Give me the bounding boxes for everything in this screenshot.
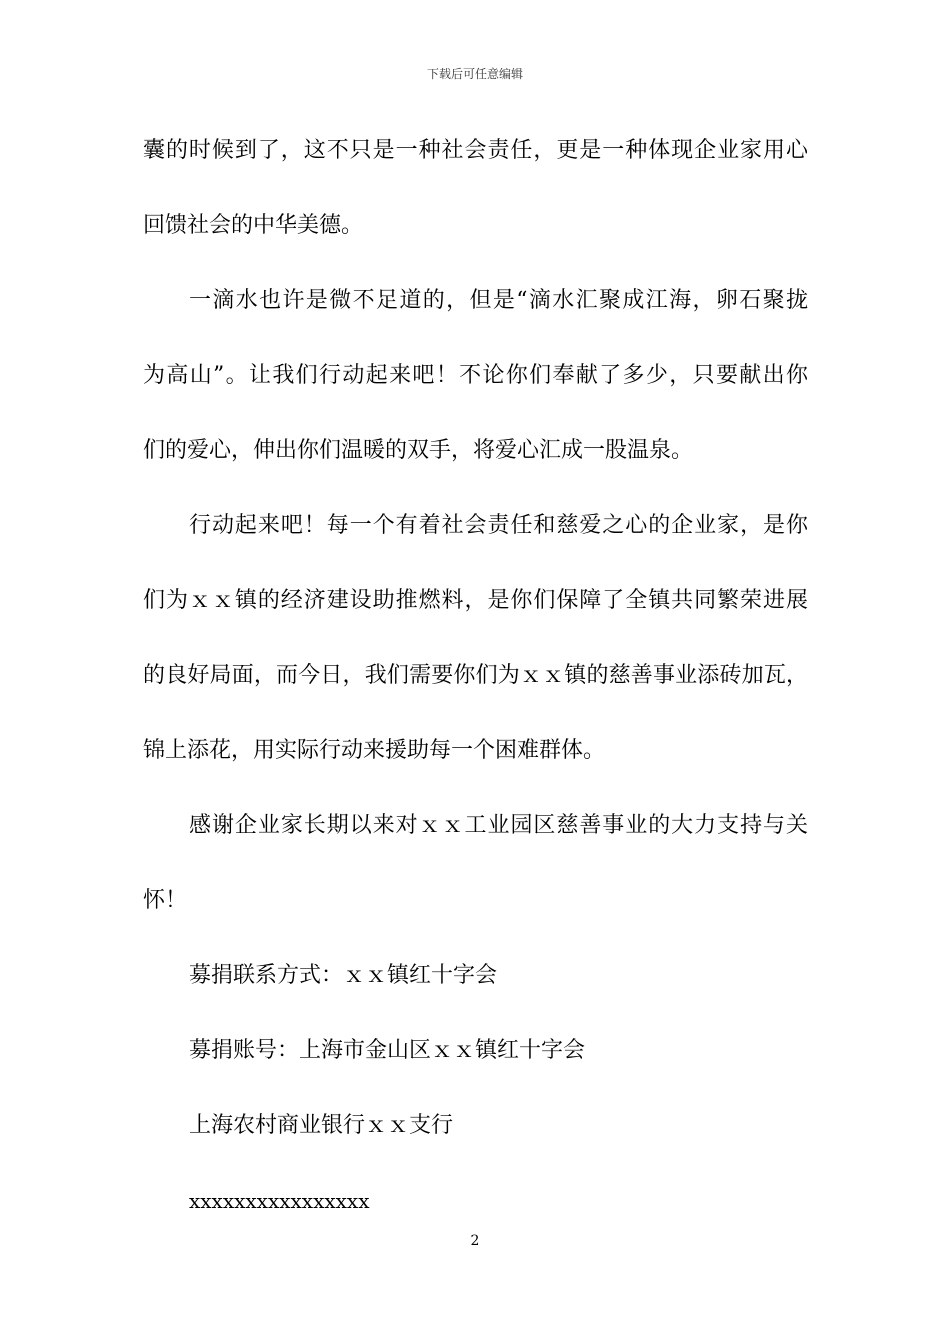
contact-line: 募捐联系方式：ｘｘ镇红十字会 (189, 963, 498, 988)
paragraph-line: 怀！ (143, 888, 188, 913)
paragraph-line: 囊的时候到了，这不只是一种社会责任，更是一种体现企业家用心 (143, 138, 808, 163)
paragraph-line: 们的爱心，伸出你们温暖的双手，将爱心汇成一股温泉。 (143, 438, 694, 463)
paragraph-line: 回馈社会的中华美德。 (143, 213, 364, 238)
page-number: 2 (470, 1233, 480, 1249)
paragraph-line: 为高山”。让我们行动起来吧！不论你们奉献了多少，只要献出你 (143, 363, 808, 388)
paragraph-line: 们为ｘｘ镇的经济建设助推燃料，是你们保障了全镇共同繁荣进展 (143, 588, 808, 613)
paragraph-line: 行动起来吧！每一个有着社会责任和慈爱之心的企业家，是你 (189, 513, 808, 538)
account-number-line: xxxxxxxxxxxxxxxx (189, 1189, 370, 1213)
page-header: 下载后可任意编辑 (426, 67, 523, 81)
paragraph-line: 感谢企业家长期以来对ｘｘ工业园区慈善事业的大力支持与关 (189, 813, 808, 838)
paragraph-line: 的良好局面，而今日，我们需要你们为ｘｘ镇的慈善事业添砖加瓦， (143, 663, 808, 688)
paragraph-line: 锦上添花，用实际行动来援助每一个困难群体。 (143, 738, 606, 763)
paragraph-line: 一滴水也许是微不足道的，但是“滴水汇聚成江海，卵石聚拢 (189, 288, 808, 313)
account-line: 募捐账号：上海市金山区ｘｘ镇红十字会 (189, 1038, 586, 1063)
bank-line: 上海农村商业银行ｘｘ支行 (189, 1113, 454, 1138)
